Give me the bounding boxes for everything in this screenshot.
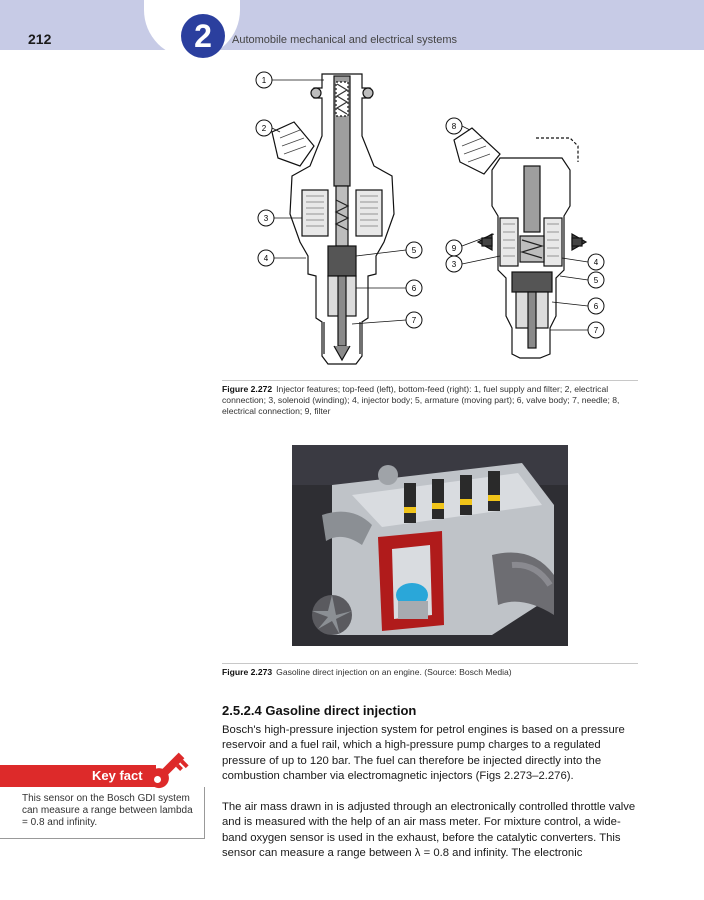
body-paragraph-1: Bosch's high-pressure injection system for petrol engines is based on a pressure reservoir and a fuel rail, which a high-pressure pump charges to a regulated pressure of up to 120 bar. The fuel can therefore be injected directly into the combustion chamber via electromagnetic injectors (Figs 2.273–2.276). bbox=[222, 724, 625, 783]
injector-diagram bbox=[244, 66, 616, 374]
svg-text:5: 5 bbox=[593, 276, 599, 285]
svg-text:6: 6 bbox=[411, 284, 417, 293]
svg-text:7: 7 bbox=[593, 326, 599, 335]
svg-text:3: 3 bbox=[451, 260, 457, 269]
svg-text:6: 6 bbox=[593, 302, 599, 311]
svg-text:2: 2 bbox=[261, 124, 267, 133]
key-fact-title: Key fact bbox=[92, 768, 143, 783]
svg-text:8: 8 bbox=[451, 122, 457, 131]
body-paragraph-2: The air mass drawn in is adjusted through an electronically controlled throttle valve and is measured with the help of an air mass meter. For mixture control, a wide-band oxygen sensor is used in the exhaust, before the catalytic converters. This sensor can measure a range between λ = 0.8 and infinity. The electronic bbox=[222, 801, 636, 860]
figure-272-text: Injector features; top-feed (left), bottom-feed (right): 1, fuel supply and filter; 2, electrical connection; 3, solenoid (winding); 4, injector body; 5, armature (moving part); 6, valve body; 7, needle; 8, electrical connection; 9, filter bbox=[222, 384, 620, 416]
section-heading: 2.5.2.4 Gasoline direct injection bbox=[222, 703, 417, 718]
running-title: Automobile mechanical and electrical systems bbox=[232, 34, 457, 46]
svg-text:4: 4 bbox=[263, 254, 269, 263]
svg-text:4: 4 bbox=[593, 258, 599, 267]
page-number: 212 bbox=[28, 31, 52, 47]
figure-272-caption bbox=[222, 380, 638, 417]
figure-272-label: Figure 2.272 bbox=[222, 384, 273, 394]
figure-273-caption bbox=[222, 663, 638, 678]
svg-text:5: 5 bbox=[411, 246, 417, 255]
figure-273-text: Gasoline direct injection on an engine. (Source: Bosch Media) bbox=[276, 667, 512, 677]
figure-273-label: Figure 2.273 bbox=[222, 667, 273, 677]
svg-text:3: 3 bbox=[263, 214, 269, 223]
chapter-badge: 2 bbox=[181, 14, 225, 58]
svg-text:9: 9 bbox=[451, 244, 457, 253]
engine-illustration bbox=[292, 445, 568, 646]
svg-text:7: 7 bbox=[411, 316, 417, 325]
top-feed-injector bbox=[272, 74, 394, 364]
bottom-feed-injector bbox=[451, 128, 586, 358]
svg-text:1: 1 bbox=[261, 76, 267, 85]
key-fact-text: This sensor on the Bosch GDI system can measure a range between lambda = 0.8 and infinity. bbox=[22, 793, 193, 828]
